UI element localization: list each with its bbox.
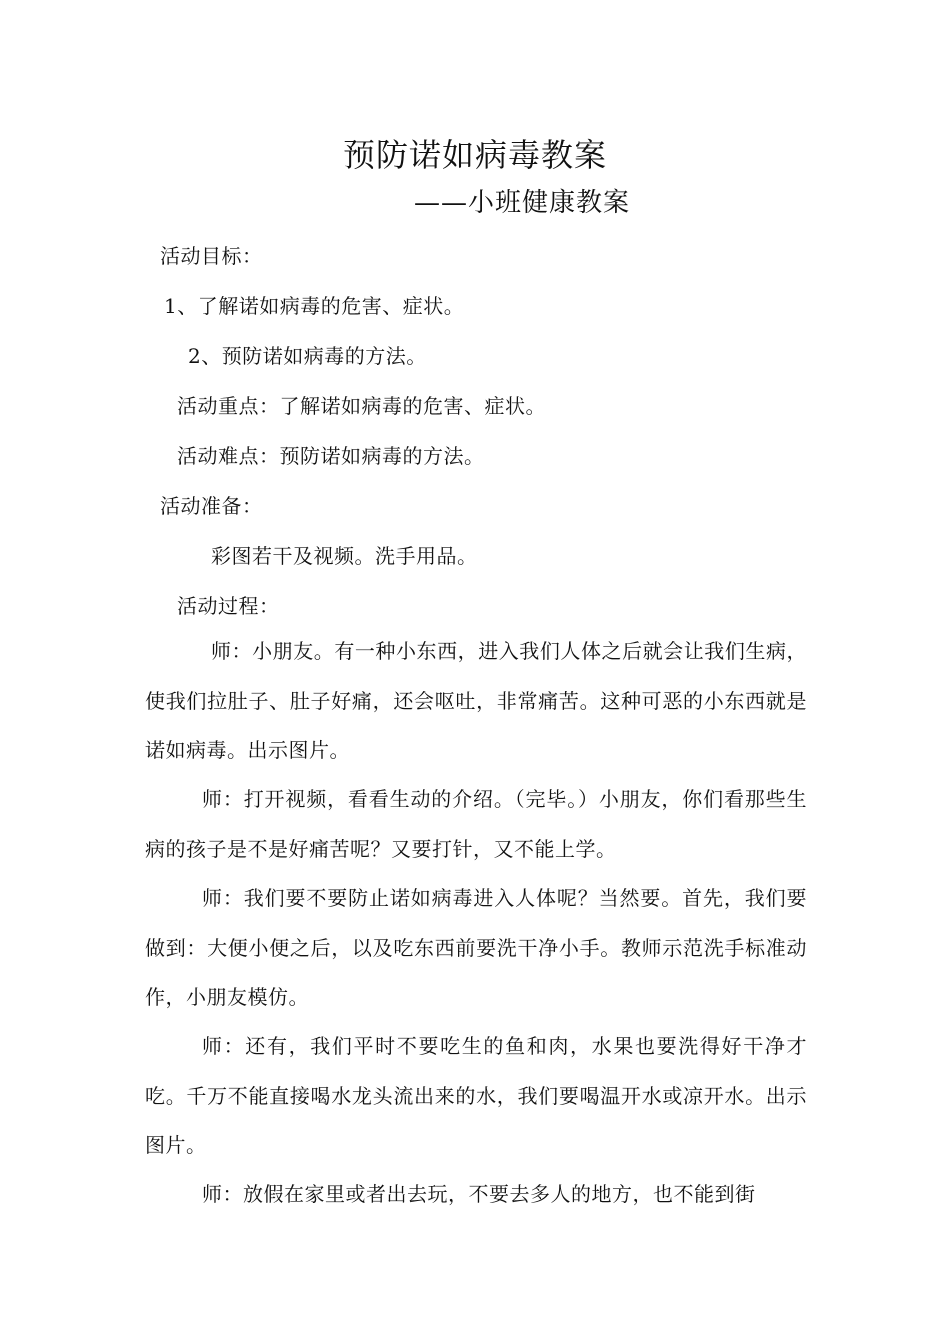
objective-item-2: 2、预防诺如病毒的方法。 (188, 344, 427, 368)
document-title: 预防诺如病毒教案 (342, 136, 607, 174)
process-heading: 活动过程： (177, 594, 280, 618)
process-paragraph: 师：打开视频，看看生动的介绍。（完毕。）小朋友，你们看那些生病的孩子是不是好痛苦呢？又要打针，又不能上学。 (145, 787, 807, 861)
document-subtitle: ——小班健康教案 (414, 188, 631, 218)
objective-item-1: 1、了解诺如病毒的危害、症状。 (164, 294, 465, 318)
process-paragraph: 师：放假在家里或者出去玩，不要去多人的地方，也不能到街 (202, 1182, 756, 1206)
process-paragraph: 师：小朋友。有一种小东西，进入我们人体之后就会让我们生病，使我们拉肚子、肚子好痛，还会呕吐，非常痛苦。这种可恶的小东西就是诺如病毒。出示图片。 (145, 639, 807, 762)
process-paragraph: 师：还有，我们平时不要吃生的鱼和肉，水果也要洗得好干净才吃。千万不能直接喝水龙头流出来的水，我们要喝温开水或凉开水。出示图片。 (145, 1034, 807, 1157)
preparation-heading: 活动准备： (160, 494, 263, 518)
preparation-text: 彩图若干及视频。洗手用品。 (211, 544, 478, 568)
objectives-heading: 活动目标： (160, 244, 263, 268)
process-paragraph: 师：我们要不要防止诺如病毒进入人体呢？当然要。首先，我们要做到：大便小便之后，以及吃东西前要洗干净小手。教师示范洗手标准动作，小朋友模仿。 (145, 886, 807, 1009)
key-point: 活动重点：了解诺如病毒的危害、症状。 (177, 394, 546, 418)
difficulty-point: 活动难点：预防诺如病毒的方法。 (177, 444, 485, 468)
